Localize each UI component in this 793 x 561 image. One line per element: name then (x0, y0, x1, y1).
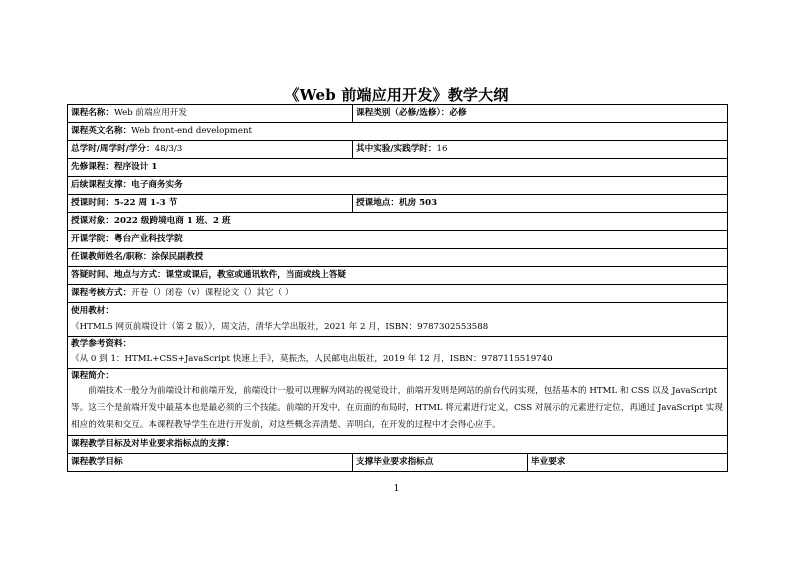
table-row (68, 454, 728, 472)
followup-cell: 后续课程支撑：电子商务实务 (68, 177, 728, 195)
reference-cell: 教学参考资料： 《从 0 到 1：HTML+CSS+JavaScript 快速上手》，莫振杰，人民邮电出版社，2019 年 12 月，ISBN：9787115519740 (68, 337, 728, 369)
college-cell: 开课学院：粤台产业科技学院 (68, 231, 728, 249)
time-cell: 授课时间：5-22 周 1-3 节 (68, 195, 353, 213)
column-header-requirements: 毕业要求 (528, 454, 728, 472)
table-row (68, 303, 728, 337)
table-row (68, 249, 728, 267)
english-name-cell: 课程英文名称：Web front-end development (68, 123, 728, 141)
table-row (68, 159, 728, 177)
column-header-indicators: 支撑毕业要求指标点 (353, 454, 528, 472)
course-name-cell: 课程名称：Web 前端应用开发 (68, 105, 353, 123)
textbook-cell: 使用教材： 《HTML5 网页前端设计（第 2 版）》，周文洁，清华大学出版社，2021 年 2 月，ISBN：9787302553588 (68, 303, 728, 337)
column-header-objectives: 课程教学目标 (68, 454, 353, 472)
qa-cell: 答疑时间、地点与方式：课堂或课后，教室或通讯软件，当面或线上答疑 (68, 267, 728, 285)
table-row (68, 337, 728, 369)
audience-cell: 授课对象：2022 级跨境电商 1 班、2 班 (68, 213, 728, 231)
table-row (68, 195, 728, 213)
exam-cell: 课程考核方式：开卷（）闭卷（v）课程论文（）其它（ ） (68, 285, 728, 303)
objectives-heading: 课程教学目标及对毕业要求指标点的支撑： (68, 436, 728, 454)
table-row (68, 213, 728, 231)
table-row (68, 285, 728, 303)
teacher-cell: 任课教师姓名/职称：涂保民副教授 (68, 249, 728, 267)
table-row (68, 436, 728, 454)
page-number: 1 (393, 484, 400, 494)
table-row (68, 141, 728, 159)
table-row (68, 369, 728, 436)
table-row (68, 267, 728, 285)
table-row (68, 231, 728, 249)
prereq-cell: 先修课程：程序设计 1 (68, 159, 728, 177)
table-row (68, 177, 728, 195)
hours-cell: 总学时/周学时/学分：48/3/3 (68, 141, 353, 159)
lab-hours-cell: 其中实验/实践学时：16 (353, 141, 728, 159)
table-row (68, 105, 728, 123)
page-title: 《Web 前端应用开发》教学大纲 (284, 86, 509, 104)
syllabus-table (67, 104, 728, 472)
table-row (68, 123, 728, 141)
location-cell: 授课地点：机房 503 (353, 195, 728, 213)
course-type-cell: 课程类别（必修/选修）：必修 (353, 105, 728, 123)
intro-cell: 课程简介： 前端技术一般分为前端设计和前端开发，前端设计一般可以理解为网站的视觉设计，前端开发则是网站的前台代码实现，包括基本的 HTML 和 CSS 以及 JavaScript 等。这三个是前端开发中最基本也是最必须的三个技能。前端的开发中，在页面的布局时，HTML 将元素进行定义，CSS 对展示的元素进行定位，再通过 JavaScript 实现相应的效果和交互。本课程教导学生在进行开发前，对这些概念弄清楚、弄明白，在开发的过程中才会得心应手。 (68, 369, 728, 436)
